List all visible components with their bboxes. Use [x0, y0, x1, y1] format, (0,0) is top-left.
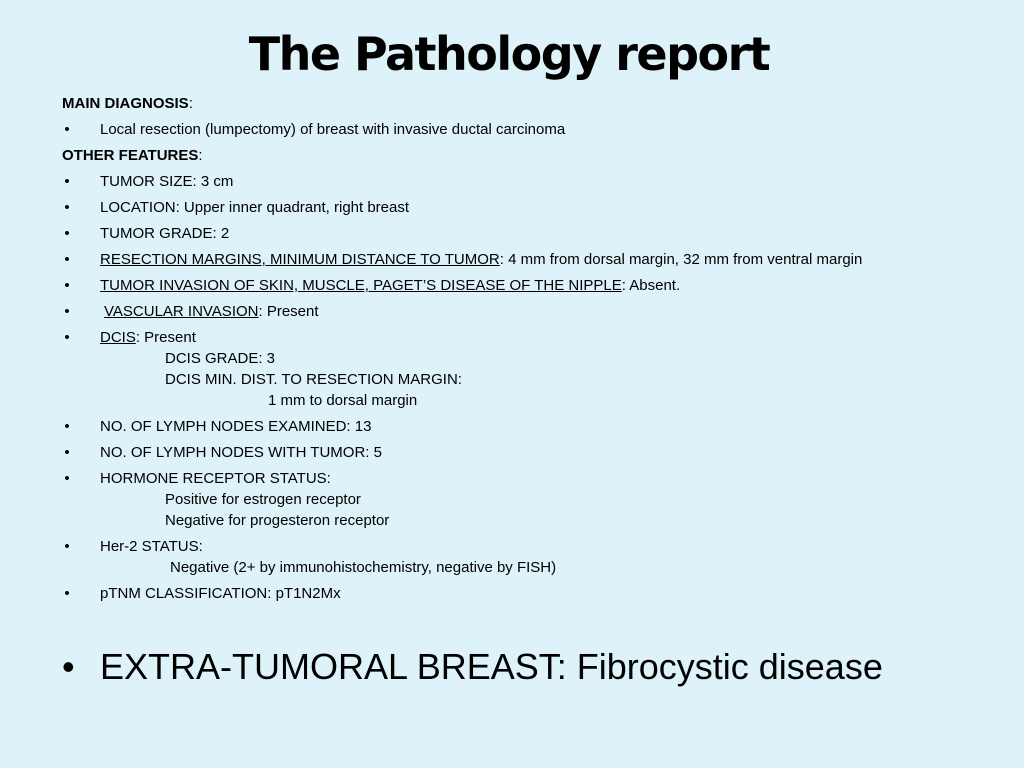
bullet-icon: •	[64, 173, 70, 190]
lymph-nodes-with-tumor: NO. OF LYMPH NODES WITH TUMOR: 5	[100, 444, 382, 461]
bullet-icon: •	[64, 121, 70, 138]
vascular-invasion-label: VASCULAR INVASION	[104, 303, 259, 320]
vascular-invasion-value: : Present	[258, 303, 319, 320]
list-item	[62, 416, 962, 437]
hormone-receptor-status: HORMONE RECEPTOR STATUS:	[100, 470, 331, 487]
list-item	[62, 275, 962, 296]
dcis-value: : Present	[135, 329, 196, 346]
tumor-size: TUMOR SIZE: 3 cm	[100, 173, 234, 190]
list-item	[62, 583, 962, 604]
list-item	[62, 327, 962, 411]
bullet-icon: •	[64, 225, 70, 242]
dcis-min-dist: DCIS MIN. DIST. TO RESECTION MARGIN:	[165, 371, 462, 388]
invasion-value: : Absent.	[621, 277, 681, 294]
bullet-icon: •	[64, 470, 70, 487]
main-diagnosis-list	[62, 119, 962, 140]
list-item	[62, 223, 962, 244]
location: LOCATION: Upper inner quadrant, right breast	[100, 199, 410, 216]
resection-margins-label: RESECTION MARGINS, MINIMUM DISTANCE TO TUMOR	[100, 251, 500, 268]
bullet-icon: •	[64, 303, 70, 320]
bullet-icon: •	[62, 646, 75, 687]
list-item	[62, 301, 962, 322]
bullet-icon: •	[64, 538, 70, 555]
ptnm-classification: pTNM CLASSIFICATION: pT1N2Mx	[100, 585, 341, 602]
invasion-label: TUMOR INVASION OF SKIN, MUSCLE, PAGET’S DISEASE OF THE NIPPLE	[100, 277, 622, 294]
list-item	[62, 171, 962, 192]
bullet-icon: •	[64, 418, 70, 435]
other-features-colon: :	[198, 147, 203, 164]
other-features-list	[62, 171, 962, 604]
dcis-grade: DCIS GRADE: 3	[165, 350, 276, 367]
main-diagnosis-colon: :	[188, 95, 193, 112]
resection-margins-value: : 4 mm from dorsal margin, 32 mm from ventral margin	[499, 251, 863, 268]
her2-status: Her-2 STATUS:	[100, 538, 203, 555]
dcis-label: DCIS	[100, 329, 136, 346]
tumor-grade: TUMOR GRADE: 2	[100, 225, 230, 242]
bullet-icon: •	[64, 251, 70, 268]
bullet-icon: •	[64, 329, 70, 346]
list-item	[62, 119, 962, 140]
dcis-min-dist-value: 1 mm to dorsal margin	[268, 392, 418, 409]
list-item	[62, 197, 962, 218]
other-features-heading-text: OTHER FEATURES	[62, 147, 199, 164]
extra-tumoral-text: EXTRA-TUMORAL BREAST: Fibrocystic disease	[100, 646, 883, 687]
her2-value: Negative (2+ by immunohistochemistry, negative by FISH)	[170, 559, 557, 576]
hormone-estrogen: Positive for estrogen receptor	[165, 491, 361, 508]
report-body	[62, 93, 962, 609]
bullet-icon: •	[64, 277, 70, 294]
lymph-nodes-examined: NO. OF LYMPH NODES EXAMINED: 13	[100, 418, 372, 435]
main-diagnosis-heading-text: MAIN DIAGNOSIS	[62, 95, 189, 112]
list-item	[62, 536, 962, 578]
list-item	[62, 468, 962, 531]
bullet-icon: •	[64, 199, 70, 216]
list-item	[62, 249, 962, 270]
list-item	[62, 442, 962, 463]
other-features-heading	[62, 145, 962, 166]
main-diagnosis-item: Local resection (lumpectomy) of breast with invasive ductal carcinoma	[100, 121, 566, 138]
main-diagnosis-heading	[62, 93, 962, 114]
slide-title: The Pathology report	[248, 27, 770, 81]
bullet-icon: •	[64, 444, 70, 461]
hormone-progesteron: Negative for progesteron receptor	[165, 512, 390, 529]
extra-tumoral-item	[62, 644, 1012, 690]
bullet-icon: •	[64, 585, 70, 602]
